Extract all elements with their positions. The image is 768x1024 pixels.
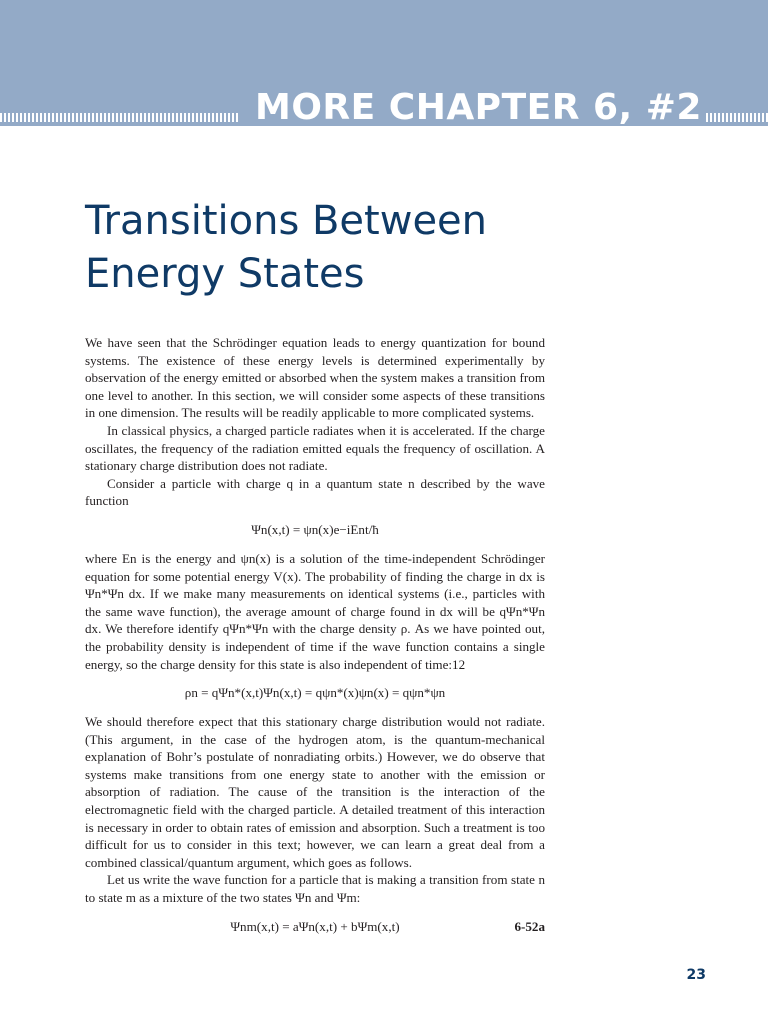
equation-mixed-state bbox=[85, 907, 545, 947]
equation-wave-function bbox=[85, 510, 545, 550]
banner-tick-pattern-left bbox=[0, 113, 238, 122]
banner-title: MORE CHAPTER 6, #2 bbox=[255, 87, 702, 128]
banner-tick-pattern-right bbox=[706, 113, 768, 122]
equation-text: Ψnm(x,t) = aΨn(x,t) + bΨm(x,t) bbox=[230, 918, 400, 934]
equation-charge-density bbox=[85, 673, 545, 713]
equation-text: ρn = qΨn*(x,t)Ψn(x,t) = qψn*(x)ψn(x) = qψn*ψn bbox=[184, 685, 446, 701]
section-title bbox=[85, 195, 605, 301]
section-title-line-1: Transitions Between bbox=[85, 198, 488, 244]
paragraph-wave-function: Consider a particle with charge q in a quantum state n described by the wave function bbox=[85, 475, 545, 509]
paragraph-intro: We have seen that the Schrödinger equation leads to energy quantization for bound systems. The existence of these energy levels is determined experimentally by observation of the energy emitted or absorbed when the system makes a transition from one level to another. In this section, we will consider some aspects of these transitions in one dimension. The results will be readily applicable to more complicated systems. bbox=[85, 335, 545, 421]
paragraph-radiation: We should therefore expect that this stationary charge distribution would not radiate. (This argument, in the case of the hydrogen atom, is the quantum-mechanical explanation of Bohr’s postulate of nonradiating orbits.) However, we do observe that systems make transitions from one energy state to another with the emission or absorption of radiation. The cause of the transition is the interaction of the electromagnetic field with the charged particle. A detailed treatment of this interaction is necessary in order to obtain rates of emission and absorption. Such a treatment is too difficult for us to consider in this text; however, we can learn a great deal from a combined classical/quantum argument, which goes as follows. bbox=[85, 714, 545, 870]
body-text bbox=[85, 334, 545, 947]
paragraph-classical-physics: In classical physics, a charged particle radiates when it is accelerated. If the charge oscillates, the frequency of the radiation emitted equals the frequency of oscillation. A stationary charge distribution does not radiate. bbox=[85, 422, 545, 474]
header-banner bbox=[0, 0, 768, 126]
page-number: 23 bbox=[686, 967, 706, 983]
paragraph-transition: Let us write the wave function for a particle that is making a transition from state n to state m as a mixture of the two states Ψn and Ψm: bbox=[85, 872, 545, 906]
paragraph-charge-density: where En is the energy and ψn(x) is a solution of the time-independent Schrödinger equation for some potential energy V(x). The probability of finding the charge in dx is Ψn*Ψn dx. If we make many measurements on identical systems (i.e., particles with the same wave function), the average amount of charge found in dx will be qΨn*Ψn dx. We therefore identify qΨn*Ψn with the charge density ρ. As we have pointed out, the probability density is independent of time if the wave function contains a single energy, so the charge density for this state is also independent of time:12 bbox=[85, 550, 545, 672]
equation-text: Ψn(x,t) = ψn(x)e−iEnt/ħ bbox=[251, 521, 379, 537]
equation-number: 6-52a bbox=[514, 918, 545, 934]
section-title-line-2: Energy States bbox=[85, 251, 365, 297]
